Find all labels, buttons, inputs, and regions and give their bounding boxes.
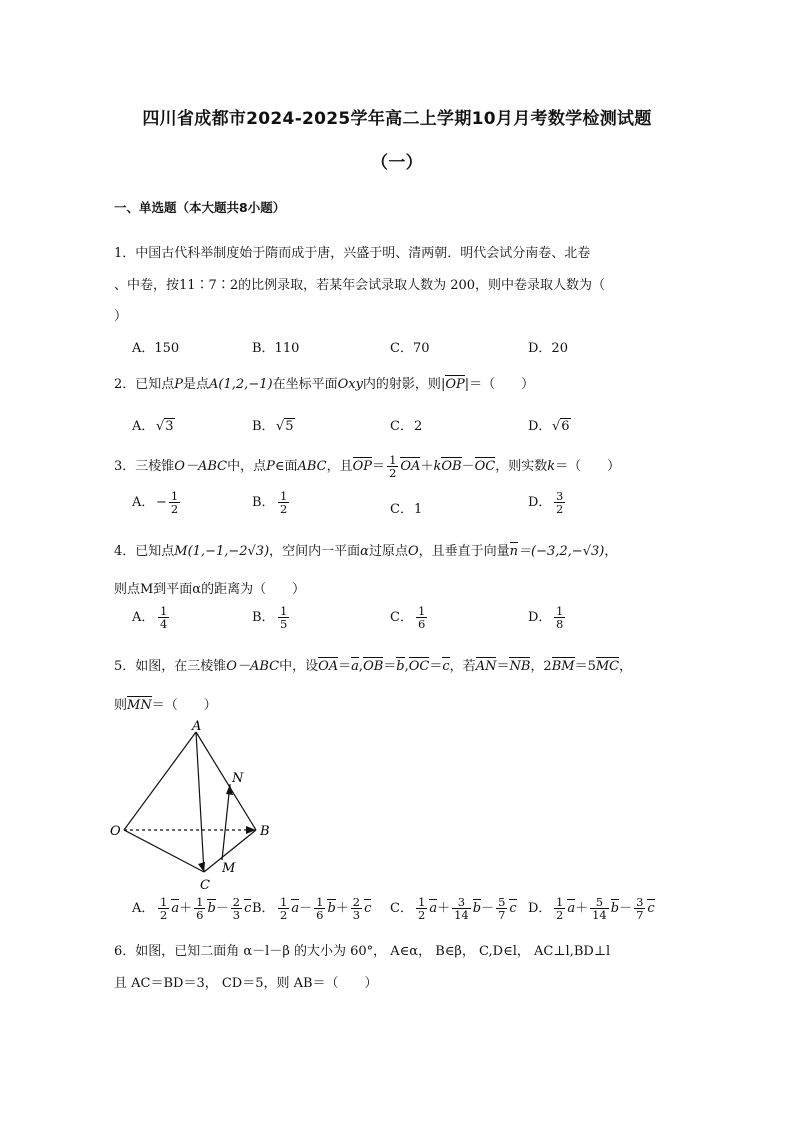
q3-stem: 3．三棱锥O－ABC中，点P∈面ABC，且OP＝ $\frac{1}{2}$ OA＋kOB－OC，则实数k＝（ ）	[114, 453, 621, 481]
label-a: A	[192, 720, 202, 734]
q4-option-d[interactable]: D． $\frac{1}{8}$	[528, 604, 564, 632]
q2-stem: 2．已知点P是点A(1,2,−1)在坐标平面Oxy内的射影，则|OP|＝（ ）	[114, 377, 535, 392]
q1-line3: ）	[114, 309, 128, 324]
tetrahedron-figure	[104, 720, 284, 896]
q5-option-b[interactable]: B． $\frac{1}{2}$ a－ $\frac{1}{6}$ b＋ $\frac{2}{3}$ c	[252, 895, 372, 923]
section-heading: 一、单选题（本大题共8小题）	[114, 200, 286, 215]
q2-option-d[interactable]: D．√6	[528, 419, 570, 434]
q5-line2: 则MN＝（ ）	[114, 698, 217, 713]
q3-option-c[interactable]: C．1	[390, 502, 423, 517]
q4-line1: 4．已知点M(1,−1,−2√3)，空间内一平面α过原点O，且垂直于向量n＝(−3,2,−√3)，	[114, 544, 618, 559]
q3-option-d[interactable]: D． $\frac{3}{2}$	[528, 489, 564, 517]
q1-option-a[interactable]: A．150	[132, 341, 180, 356]
q2-option-b[interactable]: B．√5	[252, 419, 294, 434]
q3-option-a[interactable]: A． − $\frac{1}{2}$	[132, 489, 179, 517]
q4-line2: 则点M到平面α的距离为（ ）	[114, 582, 306, 597]
q5-option-c[interactable]: C． $\frac{1}{2}$ a＋ $\frac{3}{14}$ b－ $\frac{5}{7}$ c	[390, 895, 517, 923]
q4-option-c[interactable]: C． $\frac{1}{6}$	[390, 604, 426, 632]
page-subtitle: （一）	[371, 153, 423, 173]
q2-option-c[interactable]: C．2	[390, 419, 423, 434]
q1-line2: 、中卷，按11∶7∶2的比例录取，若某年会试录取人数为 200，则中卷录取人数为（	[114, 278, 606, 293]
page-title: 四川省成都市2024-2025学年高二上学期10月月考数学检测试题	[142, 109, 652, 129]
label-m: M	[222, 861, 236, 876]
q1-option-d[interactable]: D．20	[528, 341, 568, 356]
q3-option-b[interactable]: B． $\frac{1}{2}$	[252, 489, 288, 517]
q6-line1: 6．如图，已知二面角 α－l－β 的大小为 60°， A∈α， B∈β， C,D∈l， AC⊥l,BD⊥l	[114, 944, 611, 959]
q5-line1: 5．如图，在三棱锥O－ABC中，设OA＝a,OB＝b,OC＝c，若AN＝NB，2BM＝5MC，	[114, 659, 633, 674]
q6-line2: 且 AC＝BD＝3， CD＝5，则 AB＝（ ）	[114, 976, 378, 991]
q1-option-b[interactable]: B．110	[252, 341, 300, 356]
label-o: O	[110, 824, 121, 839]
label-n: N	[232, 771, 244, 786]
label-b: B	[260, 824, 270, 839]
q5-option-a[interactable]: A． $\frac{1}{2}$ a＋ $\frac{1}{6}$ b－ $\frac{2}{3}$ c	[132, 895, 252, 923]
vector-op: OP	[445, 377, 465, 392]
q1-option-c[interactable]: C．70	[390, 341, 430, 356]
q4-option-a[interactable]: A． $\frac{1}{4}$	[132, 604, 168, 632]
q3-fraction: $\frac{1}{2}$	[389, 453, 397, 481]
q2-option-a[interactable]: A． √3	[132, 419, 174, 434]
label-c: C	[200, 878, 210, 893]
q5-option-d[interactable]: D． $\frac{1}{2}$ a＋ $\frac{5}{14}$ b－ $\frac{3}{7}$ c	[528, 895, 655, 923]
q4-option-b[interactable]: B． $\frac{1}{5}$	[252, 604, 288, 632]
q1-line1: 1．中国古代科举制度始于隋而成于唐，兴盛于明、清两朝．明代会试分南卷、北卷	[114, 246, 591, 261]
